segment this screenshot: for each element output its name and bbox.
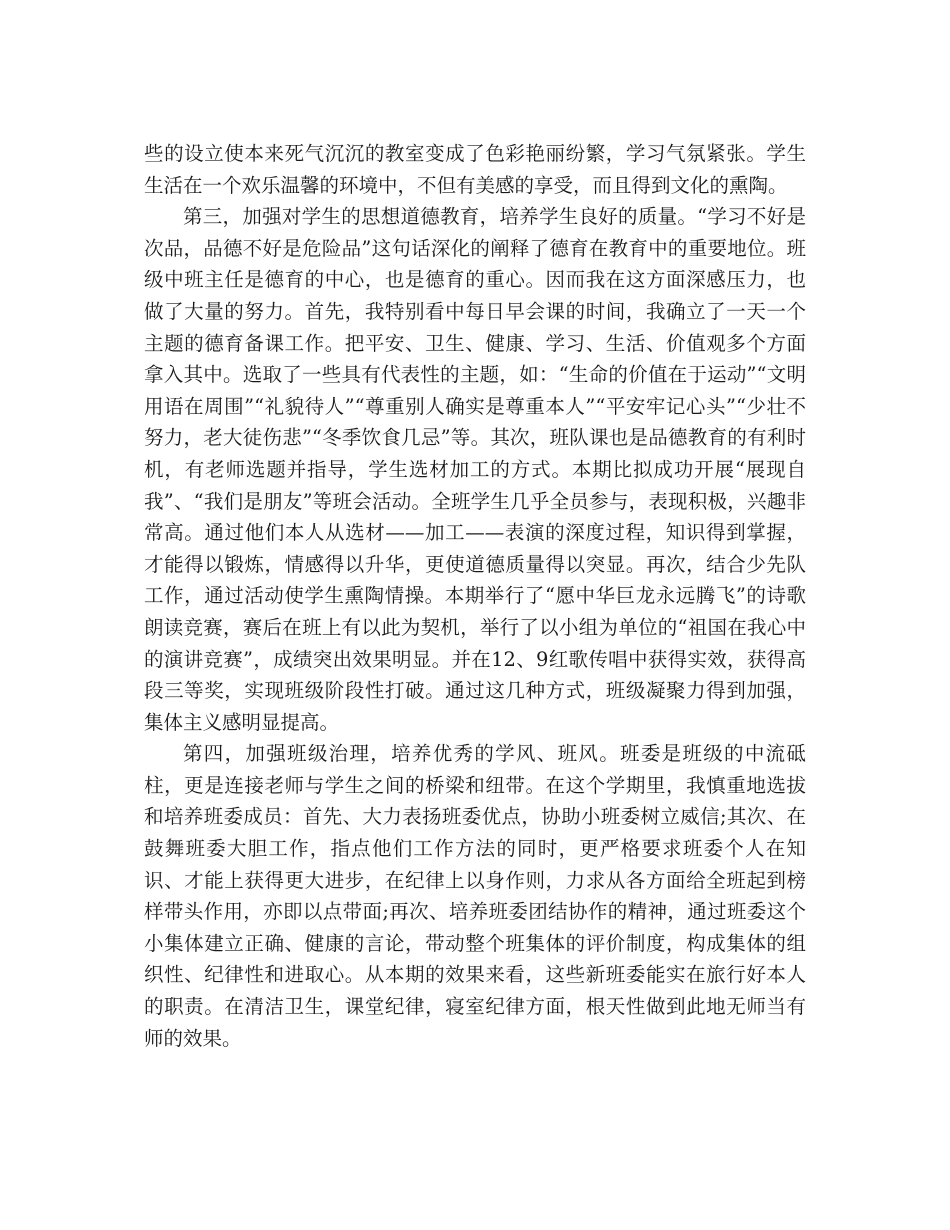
- paragraph-2: 第三，加强对学生的思想道德教育，培养学生良好的质量。“学习不好是次品，品德不好是危险品”这句话深化的阐释了德育在教育中的重要地位。班级中班主任是德育的中心，也是德育的重心。因而我在这方面深感压力，也做了大量的努力。首先，我特别看中每日早会课的时间，我确立了一天一个主题的德育备课工作。把平安、卫生、健康、学习、生活、价值观多个方面拿入其中。选取了一些具有代表性的主题，如：“生命的价值在于运动”“文明用语在周围”“礼貌待人”“尊重别人确实是尊重本人”“平安牢记心头”“少壮不努力，老大徒伤悲”“冬季饮食几忌”等。其次，班队课也是品德教育的有利时机，有老师选题并指导，学生选材加工的方式。本期比拟成功开展“展现自我”、“我们是朋友”等班会活动。全班学生几乎全员参与，表现积极，兴趣非常高。通过他们本人从选材——加工——表演的深度过程，知识得到掌握，才能得以锻炼，情感得以升华，更使道德质量得以突显。再次，结合少先队工作，通过活动使学生熏陶情操。本期举行了“愿中华巨龙永远腾飞”的诗歌朗读竞赛，赛后在班上有以此为契机，举行了以小组为单位的“祖国在我心中的演讲竞赛”，成绩突出效果明显。并在12、9红歌传唱中获得实效，获得高段三等奖，实现班级阶段性打破。通过这几种方式，班级凝聚力得到加强，集体主义感明显提高。: [144, 205, 806, 734]
- paragraph-3: 第四，加强班级治理，培养优秀的学风、班风。班委是班级的中流砥柱，更是连接老师与学生之间的桥梁和纽带。在这个学期里，我慎重地选拔和培养班委成员：首先、大力表扬班委优点，协助小班委树立威信;其次、在鼓舞班委大胆工作，指点他们工作方法的同时，更严格要求班委个人在知识、才能上获得更大进步，在纪律上以身作则，力求从各方面给全班起到榜样带头作用，亦即以点带面;再次、培养班委团结协作的精神，通过班委这个小集体建立正确、健康的言论，带动整个班集体的评价制度，构成集体的组织性、纪律性和进取心。从本期的效果来看，这些新班委能实在旅行好本人的职责。在清洁卫生，课堂纪律，寝室纪律方面，根天性做到此地无师当有师的效果。: [144, 742, 806, 1050]
- paragraph-1: 些的设立使本来死气沉沉的教室变成了色彩艳丽纷繁，学习气氛紧张。学生生活在一个欢乐温馨的环境中，不但有美感的享受，而且得到文化的熏陶。: [144, 142, 806, 197]
- document-body: [144, 138, 806, 1054]
